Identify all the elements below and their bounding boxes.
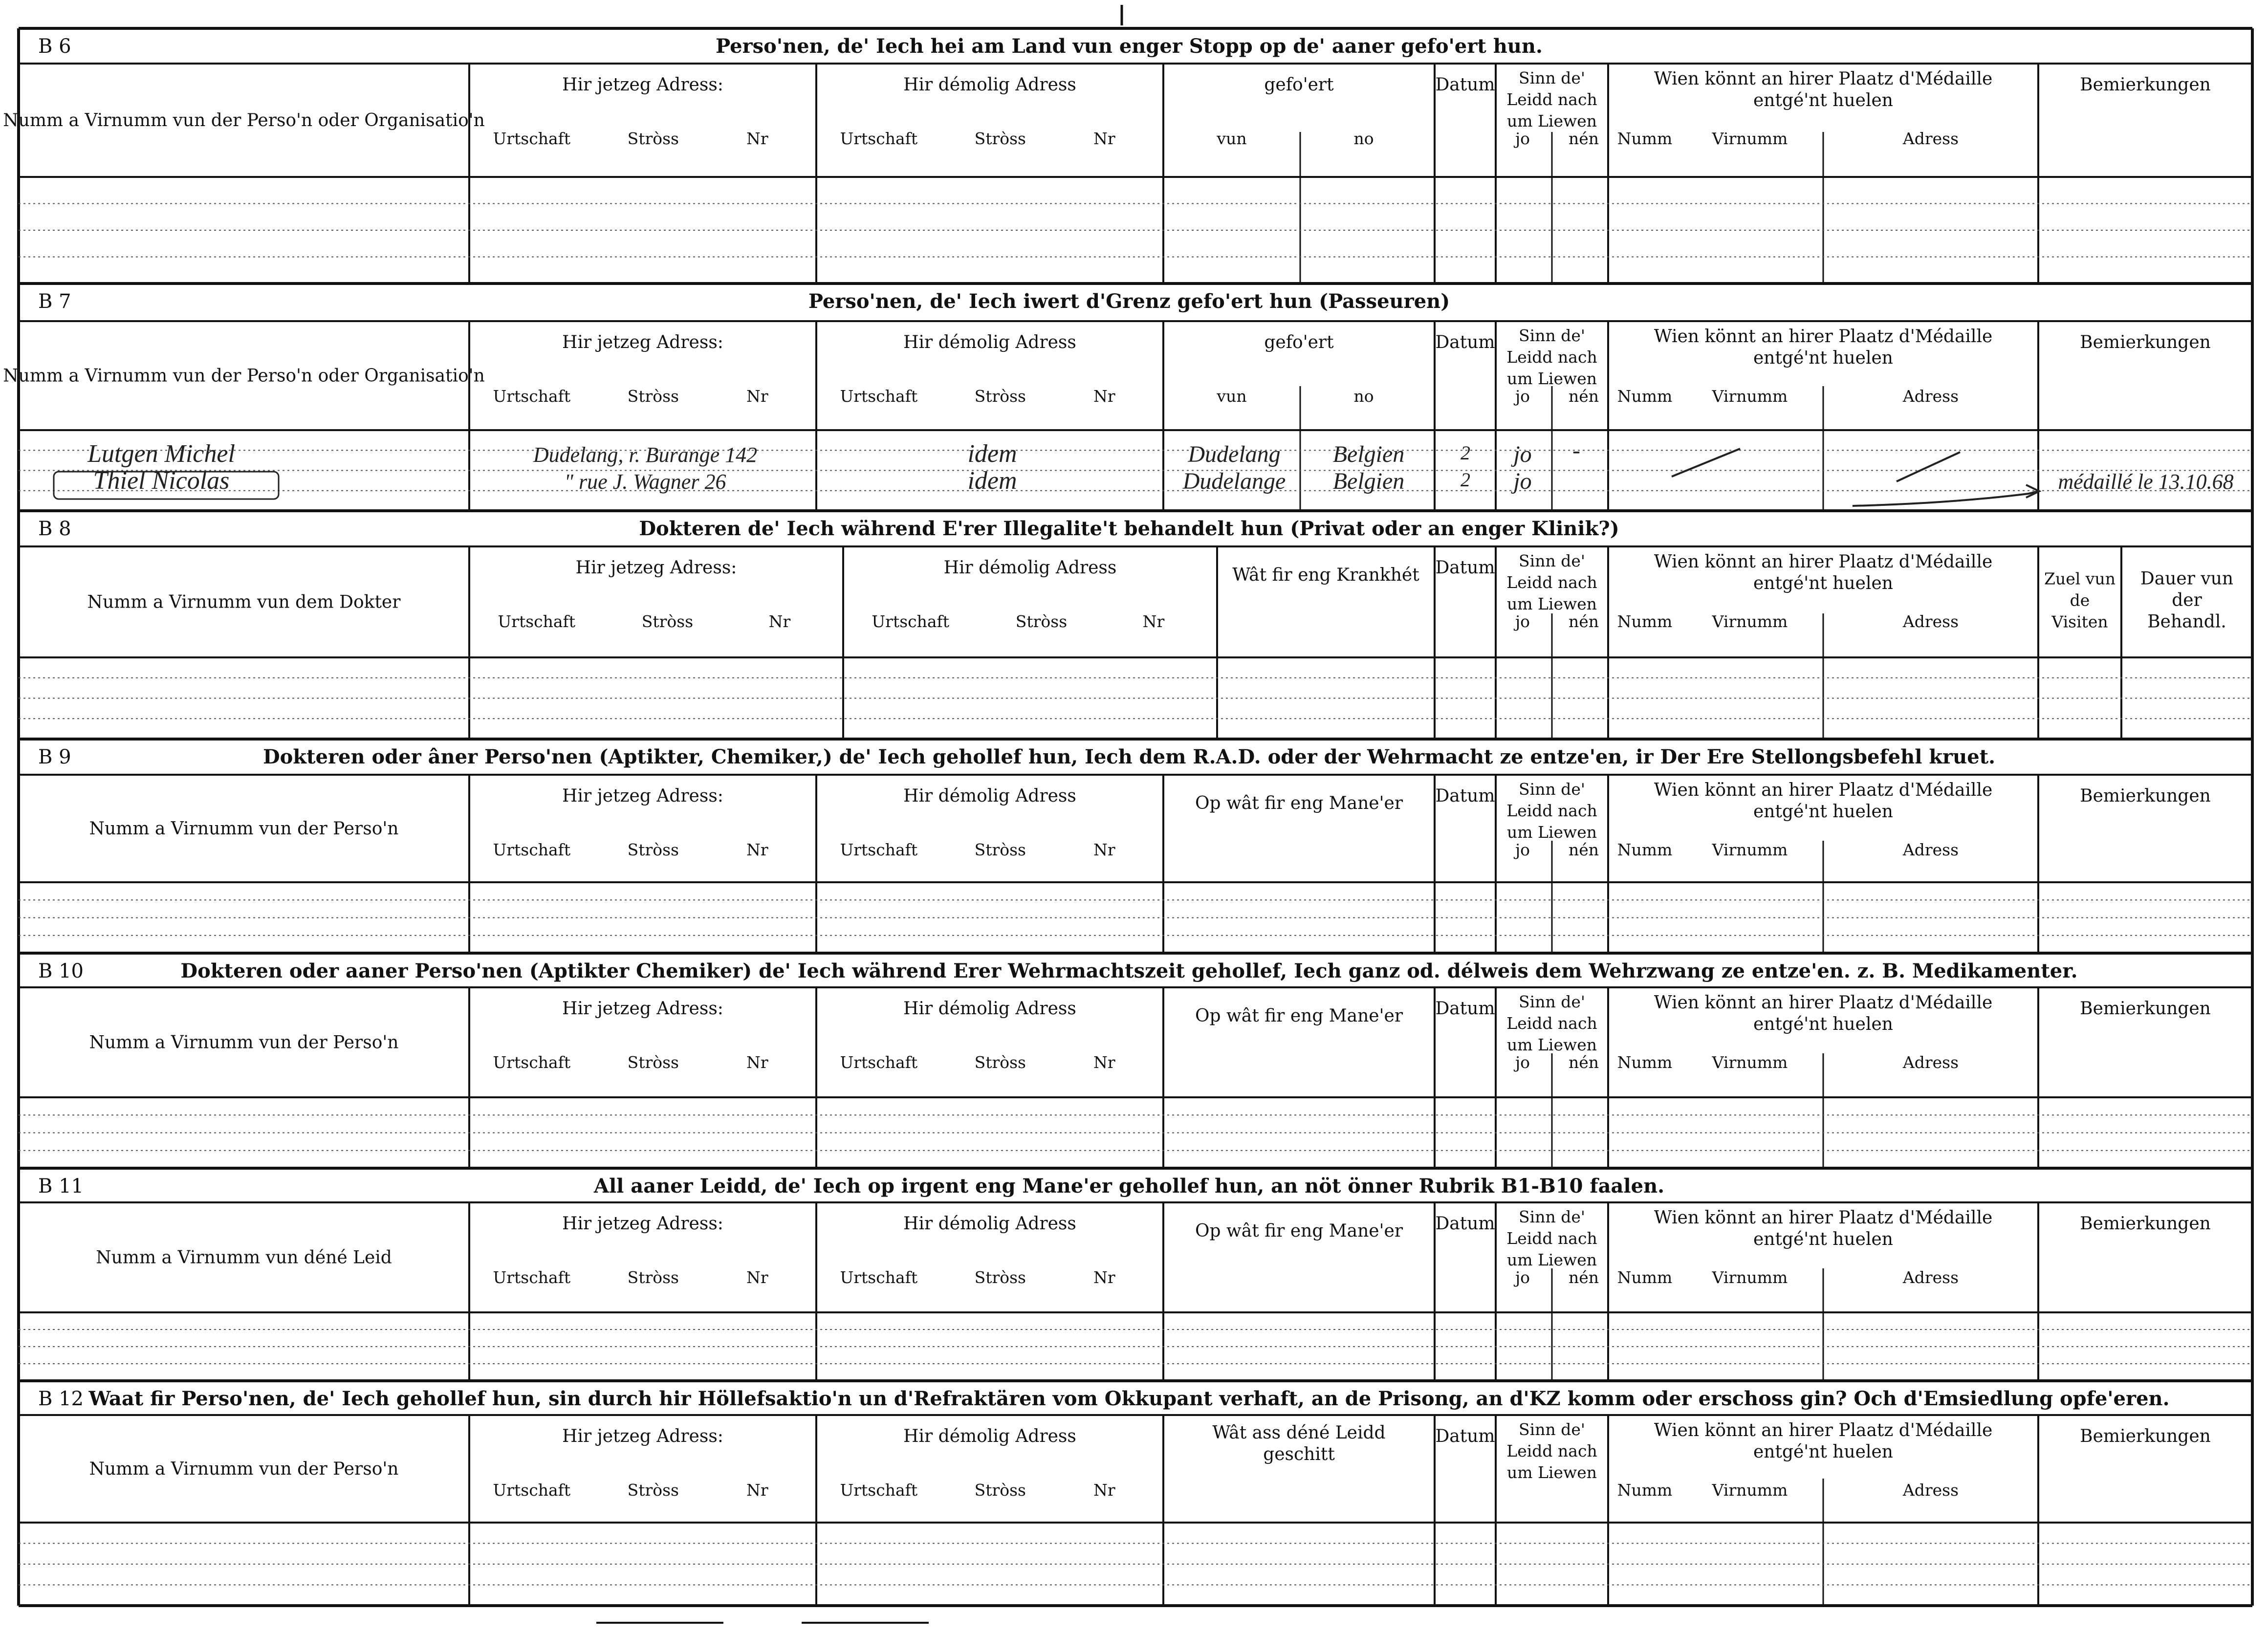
sub-address: Adress [1902, 1053, 1959, 1072]
header-alive: Sinn de' Leidd nach um Liewen [1506, 326, 1597, 388]
sub-to: no [1353, 129, 1374, 148]
sub-surname: Numm [1617, 1268, 1673, 1287]
sub-surname: Numm [1617, 1053, 1673, 1072]
header-name: Numm a Virnumm vun der Perso'n oder Organisatio'n [3, 366, 485, 386]
table-row [87, 437, 1580, 468]
header-date: Datum [1435, 1214, 1495, 1234]
sub-firstname: Virnumm [1712, 129, 1788, 148]
section-b8 [19, 511, 2252, 739]
sub-town: Urtschaft [840, 1481, 918, 1500]
sub-street: Stròss [627, 387, 679, 406]
header-date: Datum [1435, 999, 1495, 1019]
sub-surname: Numm [1617, 840, 1673, 859]
sub-address: Adress [1902, 1481, 1959, 1500]
sub-firstname: Virnumm [1712, 387, 1788, 406]
entry-from: Dudelange [1182, 468, 1286, 494]
header-former-address: Hir démolig Adress [903, 1426, 1076, 1446]
header-medal: Wien könnt an hirer Plaatz d'Médaille entgé'nt huelen [1654, 1420, 1993, 1462]
section-b6 [19, 28, 2252, 283]
sub-nr: Nr [1093, 1053, 1115, 1072]
section-title: Dokteren de' Iech während E'rer Illegalite't behandelt hun (Privat oder an enger Klinik?) [639, 517, 1619, 540]
sub-nr: Nr [1093, 387, 1115, 406]
dash-stroke [1897, 452, 1960, 481]
sub-town: Urtschaft [493, 129, 571, 148]
sub-nr: Nr [1093, 840, 1115, 859]
sub-town: Urtschaft [493, 1053, 571, 1072]
header-alive: Sinn de' Leidd nach um Liewen [1506, 992, 1597, 1054]
header-former-address: Hir démolig Adress [943, 558, 1117, 578]
header-current-address: Hir jetzeg Adress: [562, 1426, 723, 1446]
sub-yes: jo [1515, 612, 1530, 631]
sub-surname: Numm [1617, 1481, 1673, 1500]
header-what: Op wât fir eng Mane'er [1195, 793, 1403, 813]
header-current-address: Hir jetzeg Adress: [562, 75, 723, 95]
sub-street: Stròss [627, 840, 679, 859]
sub-firstname: Virnumm [1712, 840, 1788, 859]
section-title: All aaner Leidd, de' Iech op irgent eng Mane'er gehollef hun, an nöt önner Rubrik B1-B10 faalen. [593, 1175, 1665, 1198]
header-current-address: Hir jetzeg Adress: [562, 332, 723, 352]
sub-street: Stròss [974, 129, 1026, 148]
entry-alive-yes: jo [1513, 441, 1532, 467]
arrow-head-icon [2026, 485, 2039, 498]
header-transported: gefo'ert [1264, 75, 1334, 95]
section-title: Dokteren oder aaner Perso'nen (Aptikter Chemiker) de' Iech während Erer Wehrmachtszeit gehollef, Iech ganz od. délweis dem Wehrzwang ze entze'en. z. B. Medikamenter. [180, 959, 2078, 982]
entry-name: Lutgen Michel [87, 440, 235, 468]
sub-no: nén [1568, 129, 1599, 148]
sub-firstname: Virnumm [1712, 612, 1788, 631]
sub-nr: Nr [746, 840, 768, 859]
section-code: B 11 [38, 1175, 84, 1198]
header-duration: Dauer vun der Behandl. [2140, 568, 2234, 632]
header-remarks: Bemierkungen [2080, 786, 2211, 806]
sub-nr: Nr [768, 612, 791, 631]
section-code: B 8 [38, 518, 71, 540]
header-medal: Wien könnt an hirer Plaatz d'Médaille entgé'nt huelen [1654, 993, 1993, 1034]
sub-address: Adress [1902, 1268, 1959, 1287]
header-name: Numm a Virnumm vun dem Dokter [87, 592, 401, 612]
sub-to: no [1353, 387, 1374, 406]
header-medal: Wien könnt an hirer Plaatz d'Médaille entgé'nt huelen [1654, 552, 1993, 593]
sub-yes: jo [1515, 1268, 1530, 1287]
header-date: Datum [1435, 558, 1495, 578]
header-medal: Wien könnt an hirer Plaatz d'Médaille entgé'nt huelen [1654, 327, 1993, 368]
sub-street: Stròss [974, 840, 1026, 859]
header-what: Op wât fir eng Mane'er [1195, 1006, 1403, 1026]
sub-town: Urtschaft [840, 1053, 918, 1072]
header-remarks: Bemierkungen [2080, 1426, 2211, 1446]
entry-date: 2 [1461, 442, 1470, 464]
header-transported: gefo'ert [1264, 332, 1334, 352]
entry-former-address: idem [967, 440, 1017, 468]
sub-street: Stròss [974, 387, 1026, 406]
sub-address: Adress [1902, 387, 1959, 406]
header-name: Numm a Virnumm vun déné Leid [96, 1247, 392, 1268]
sub-surname: Numm [1617, 129, 1673, 148]
entry-to: Belgien [1332, 441, 1405, 467]
section-title: Perso'nen, de' Iech hei am Land vun enger Stopp op de' aaner gefo'ert hun. [716, 35, 1543, 58]
sub-street: Stròss [627, 1268, 679, 1287]
header-remarks: Bemierkungen [2080, 332, 2211, 352]
sub-town: Urtschaft [493, 1268, 571, 1287]
sub-street: Stròss [1015, 612, 1068, 631]
sub-town: Urtschaft [493, 840, 571, 859]
header-remarks: Bemierkungen [2080, 999, 2211, 1019]
sub-no: nén [1568, 1268, 1599, 1287]
entry-current-address: " rue J. Wagner 26 [564, 470, 726, 494]
handwritten-entries [54, 437, 2234, 506]
header-what: Op wât fir eng Mane'er [1195, 1221, 1403, 1241]
sub-town: Urtschaft [493, 1481, 571, 1500]
header-alive: Sinn de' Leidd nach um Liewen [1506, 551, 1597, 613]
entry-alive-no: - [1572, 437, 1580, 463]
sub-town: Urtschaft [872, 612, 950, 631]
sub-yes: jo [1515, 1053, 1530, 1072]
header-medal: Wien könnt an hirer Plaatz d'Médaille entgé'nt huelen [1654, 69, 1993, 110]
header-alive: Sinn de' Leidd nach um Liewen [1506, 1207, 1597, 1269]
section-title: Dokteren oder âner Perso'nen (Aptikter, Chemiker,) de' Iech gehollef hun, Iech dem R.A.D. oder der Wehrmacht ze entze'en, ir Der Ere Stellongsbefehl kruet. [262, 745, 1996, 768]
sub-town: Urtschaft [840, 840, 918, 859]
entry-from: Dudelang [1188, 441, 1281, 467]
sub-nr: Nr [746, 1053, 768, 1072]
sub-town: Urtschaft [498, 612, 576, 631]
sub-yes: jo [1515, 840, 1530, 859]
sub-from: vun [1217, 387, 1247, 406]
sub-no: nén [1568, 612, 1599, 631]
sub-street: Stròss [627, 129, 679, 148]
sub-surname: Numm [1617, 612, 1673, 631]
entry-name: Thiel Nicolas [93, 467, 230, 495]
sub-street: Stròss [627, 1053, 679, 1072]
header-current-address: Hir jetzeg Adress: [562, 786, 723, 806]
sub-firstname: Virnumm [1712, 1268, 1788, 1287]
section-b7 [19, 283, 2252, 511]
header-current-address: Hir jetzeg Adress: [562, 1214, 723, 1234]
header-what: Wât fir eng Krankhét [1232, 565, 1419, 585]
entry-to: Belgien [1332, 468, 1405, 494]
section-b10 [19, 953, 2252, 1168]
section-title: Perso'nen, de' Iech iwert d'Grenz gefo'ert hun (Passeuren) [808, 290, 1450, 313]
arrow-icon [1853, 491, 2038, 506]
section-code: B 10 [38, 960, 84, 982]
section-b9 [19, 739, 2252, 953]
sub-no: nén [1568, 387, 1599, 406]
sub-address: Adress [1902, 129, 1959, 148]
sub-yes: jo [1515, 387, 1530, 406]
header-medal: Wien könnt an hirer Plaatz d'Médaille entgé'nt huelen [1654, 1208, 1993, 1249]
header-name: Numm a Virnumm vun der Perso'n [89, 1032, 399, 1053]
section-code: B 6 [38, 35, 71, 58]
sub-town: Urtschaft [840, 1268, 918, 1287]
sub-nr: Nr [746, 387, 768, 406]
header-name: Numm a Virnumm vun der Perso'n [89, 1459, 399, 1479]
entry-former-address: idem [967, 467, 1017, 495]
sub-no: nén [1568, 840, 1599, 859]
sub-nr: Nr [746, 129, 768, 148]
header-current-address: Hir jetzeg Adress: [575, 558, 737, 578]
section-code: B 9 [38, 746, 71, 768]
header-name: Numm a Virnumm vun der Perso'n oder Organisatio'n [3, 110, 485, 131]
sub-address: Adress [1902, 840, 1959, 859]
section-code: B 7 [38, 290, 71, 313]
header-date: Datum [1435, 332, 1495, 352]
header-current-address: Hir jetzeg Adress: [562, 999, 723, 1019]
section-b11 [19, 1168, 2252, 1381]
sub-street: Stròss [627, 1481, 679, 1500]
section-b12 [19, 1381, 2252, 1606]
entry-date: 2 [1461, 469, 1470, 491]
sub-nr: Nr [746, 1268, 768, 1287]
header-former-address: Hir démolig Adress [903, 786, 1076, 806]
header-remarks: Bemierkungen [2080, 1214, 2211, 1234]
entry-remarks: médaillé le 13.10.68 [2058, 470, 2234, 494]
section-title: Waat fir Perso'nen, de' Iech gehollef hun, sin durch hir Höllefsaktio'n un d'Refraktären vom Okkupant verhaft, an de Prisong, an d'KZ komm oder erschoss gin? Och d'Emsiedlung opfe'eren. [88, 1387, 2170, 1410]
sub-firstname: Virnumm [1712, 1053, 1788, 1072]
sub-no: nén [1568, 1053, 1599, 1072]
header-visits: Zuel vun de Visiten [2044, 569, 2115, 632]
header-former-address: Hir démolig Adress [903, 1214, 1076, 1234]
dash-stroke [1672, 449, 1740, 477]
sub-street: Stròss [974, 1053, 1026, 1072]
sub-firstname: Virnumm [1712, 1481, 1788, 1500]
header-date: Datum [1435, 1426, 1495, 1446]
sub-street: Stròss [974, 1268, 1026, 1287]
header-name: Numm a Virnumm vun der Perso'n [89, 819, 399, 839]
sub-surname: Numm [1617, 387, 1673, 406]
sub-yes: jo [1515, 129, 1530, 148]
sub-town: Urtschaft [840, 387, 918, 406]
sub-street: Stròss [974, 1481, 1026, 1500]
header-medal: Wien könnt an hirer Plaatz d'Médaille entgé'nt huelen [1654, 780, 1993, 822]
header-alive: Sinn de' Leidd nach um Liewen [1506, 68, 1597, 131]
sub-nr: Nr [1093, 1481, 1115, 1500]
sub-address: Adress [1902, 612, 1959, 631]
sub-town: Urtschaft [493, 387, 571, 406]
sub-town: Urtschaft [840, 129, 918, 148]
header-former-address: Hir démolig Adress [903, 75, 1076, 95]
entry-current-address: Dudelang, r. Burange 142 [533, 443, 758, 467]
header-alive: Sinn de' Leidd nach um Liewen [1506, 1420, 1597, 1482]
sub-street: Stròss [641, 612, 694, 631]
entry-alive-yes: jo [1513, 468, 1532, 494]
header-date: Datum [1435, 786, 1495, 806]
header-date: Datum [1435, 75, 1495, 95]
sub-nr: Nr [746, 1481, 768, 1500]
sub-from: vun [1217, 129, 1247, 148]
sub-nr: Nr [1093, 129, 1115, 148]
sub-nr: Nr [1142, 612, 1165, 631]
header-what: Wât ass déné Leidd geschitt [1212, 1423, 1386, 1464]
header-former-address: Hir démolig Adress [903, 999, 1076, 1019]
section-code: B 12 [38, 1388, 84, 1410]
sub-nr: Nr [1093, 1268, 1115, 1287]
header-former-address: Hir démolig Adress [903, 332, 1076, 352]
header-alive: Sinn de' Leidd nach um Liewen [1506, 780, 1597, 842]
header-remarks: Bemierkungen [2080, 75, 2211, 95]
